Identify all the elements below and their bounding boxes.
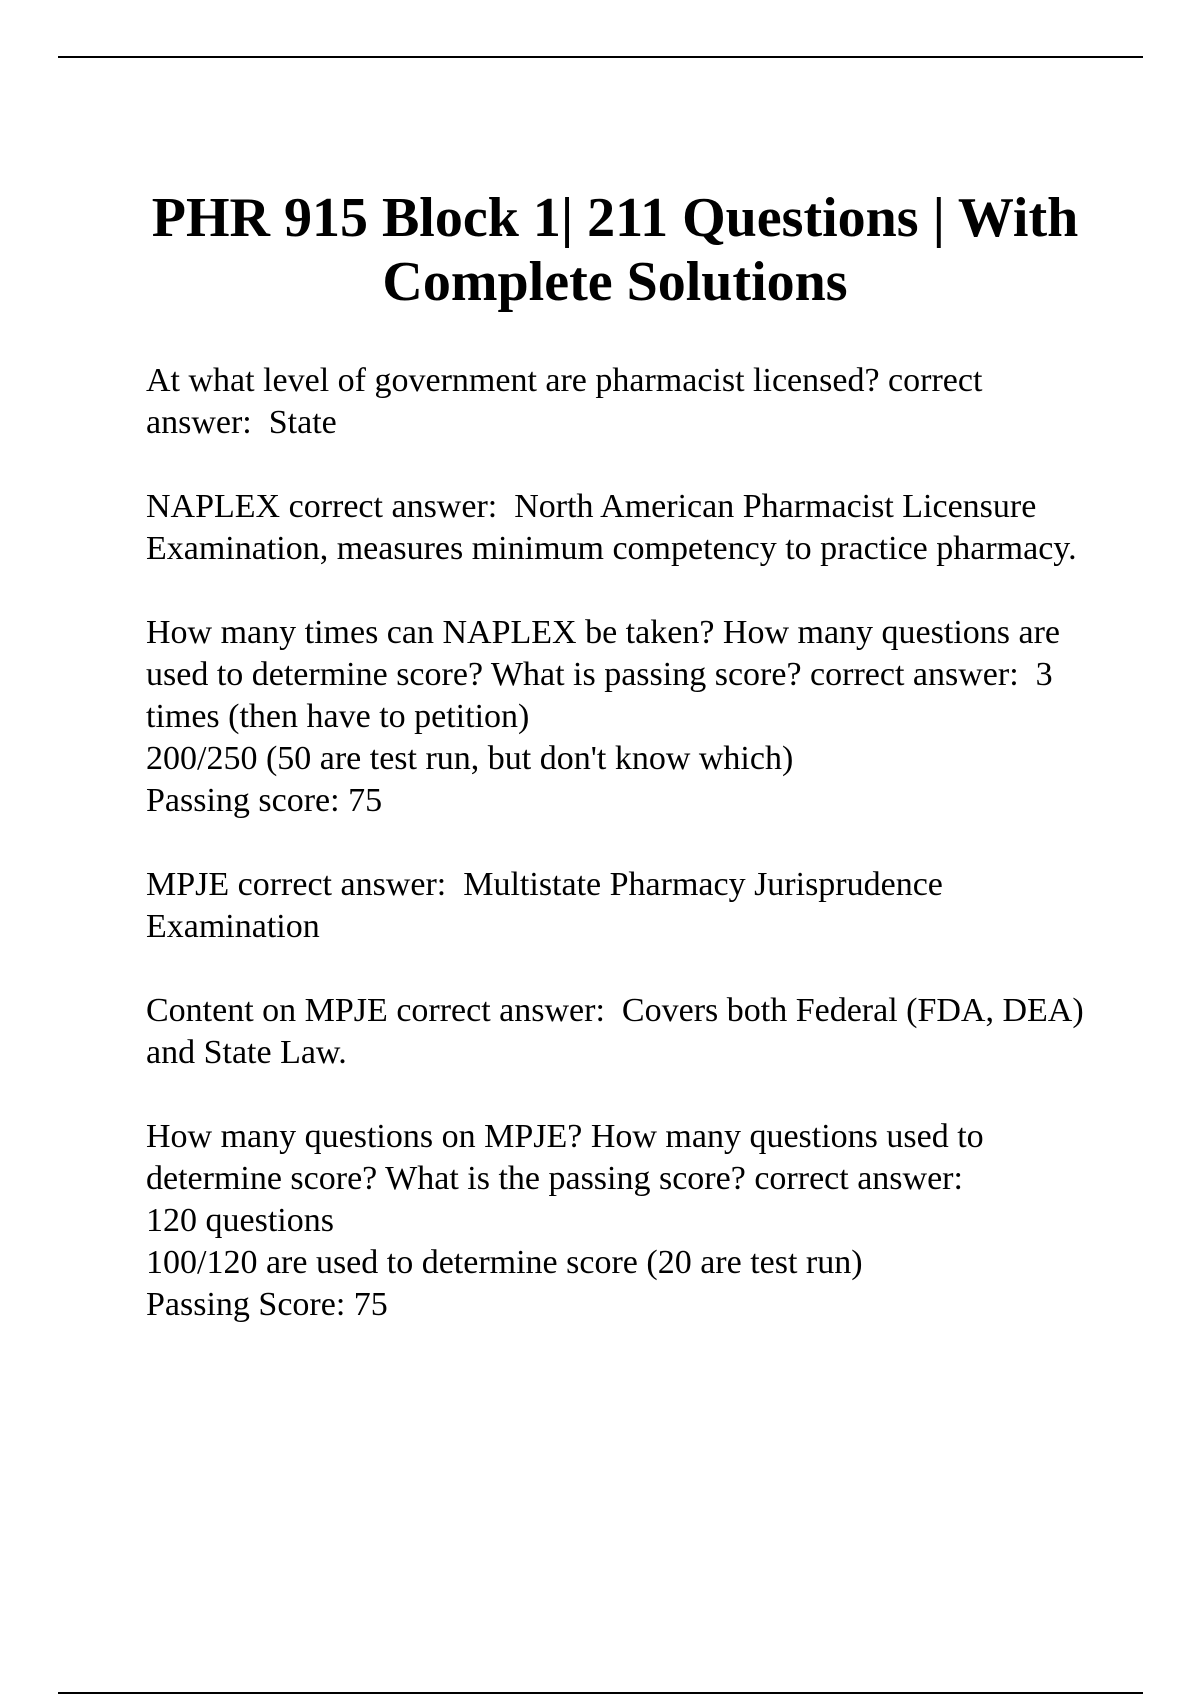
answer-text: Passing score: 75 (146, 782, 383, 819)
question-text: MPJE (146, 866, 230, 903)
qa-item (146, 990, 1086, 1074)
qa-item (146, 612, 1086, 822)
top-rule (58, 56, 1143, 58)
bottom-rule (58, 1692, 1143, 1694)
answer-text: Covers both Federal (FDA, DEA) and State Law. (146, 992, 1084, 1071)
question-text: At what level of government are pharmacist licensed? (146, 362, 880, 399)
qa-item (146, 864, 1086, 948)
question-text: How many questions on MPJE? How many questions used to determine score? What is the passing score? (146, 1118, 984, 1197)
answer-label: correct answer: (237, 866, 447, 903)
answer-text: Multistate Pharmacy Jurisprudence Examination (146, 866, 943, 945)
question-text: NAPLEX (146, 488, 281, 525)
title-line-2: Complete Solutions (382, 251, 848, 313)
answer-text: 200/250 (50 are test run, but don't know which) (146, 740, 794, 777)
document-title (100, 186, 1130, 314)
answer-text: State (268, 404, 337, 441)
answer-text: 100/120 are used to determine score (20 are test run) (146, 1244, 863, 1281)
question-text: How many times can NAPLEX be taken? How many questions are used to determine score? What is passing score? (146, 614, 1060, 693)
question-text: Content on MPJE (146, 992, 388, 1029)
answer-text: North American Pharmacist Licensure Examination, measures minimum competency to practice pharmacy. (146, 488, 1077, 567)
qa-item (146, 360, 1086, 444)
answer-text: 120 questions (146, 1202, 334, 1239)
qa-item (146, 486, 1086, 570)
answer-label: correct answer: (396, 992, 605, 1029)
answer-label: correct answer: (754, 1160, 963, 1197)
answer-text: Passing Score: 75 (146, 1286, 388, 1323)
answer-label: correct answer: (810, 656, 1019, 693)
answer-text: 3 times (then have to petition) (146, 656, 1053, 735)
qa-list (146, 360, 1086, 1368)
answer-label: correct answer: (288, 488, 498, 525)
qa-item (146, 1116, 1086, 1326)
answer-label: correct answer: (146, 362, 983, 441)
title-line-1: PHR 915 Block 1| 211 Questions | With (151, 187, 1079, 249)
